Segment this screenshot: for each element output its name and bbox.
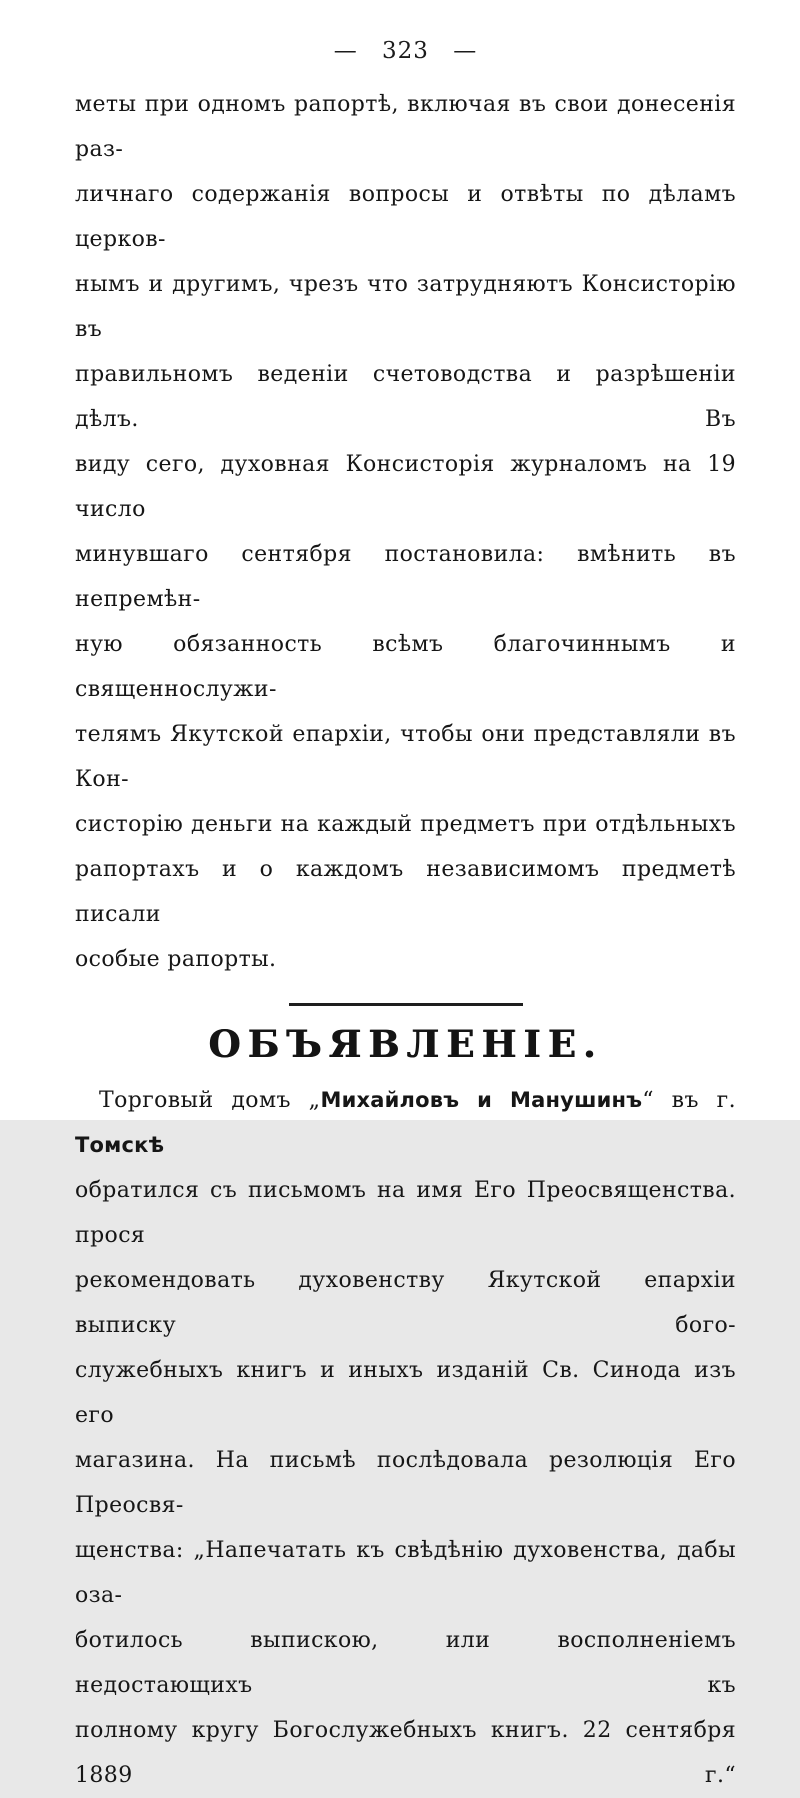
announcement-paragraph — [75, 1078, 736, 1798]
text-line: обратился съ письмомъ на имя Его Преосвященства. прося — [75, 1178, 736, 1248]
text-line: нымъ и другимъ, чрезъ что затрудняютъ Консисторію въ — [75, 272, 736, 342]
text-line: меты при одномъ рапортѣ, включая въ свои донесенія раз- — [75, 92, 736, 162]
text-line: личнаго содержанія вопросы и отвѣты по дѣламъ церков- — [75, 182, 736, 252]
text-line: минувшаго сентября постановила: вмѣнить въ непремѣн- — [75, 542, 736, 612]
text-segment: “ въ г. — [642, 1088, 736, 1113]
text-line: служебныхъ книгъ и иныхъ изданій Св. Синода изъ его — [75, 1358, 736, 1428]
text-line: телямъ Якутской епархіи, чтобы они представляли въ Кон- — [75, 722, 736, 792]
text-line: ную обязанность всѣмъ благочиннымъ и священнослужи- — [75, 632, 736, 702]
text-line: правильномъ веденіи счетоводства и разрѣшеніи дѣлъ. Въ — [75, 362, 736, 432]
text-line: ботилось выпискою, или восполненіемъ недостающихъ къ — [75, 1628, 736, 1698]
emphasis-text: Михайловъ и Манушинъ — [320, 1088, 643, 1112]
section-divider — [289, 1003, 523, 1006]
text-line: полному кругу Богослужебныхъ книгъ. 22 сентября 1889 г.“ — [75, 1718, 736, 1788]
text-line: виду сего, духовная Консисторія журналомъ на 19 число — [75, 452, 736, 522]
text-line — [75, 1078, 736, 1168]
page-number: — 323 — — [333, 38, 478, 64]
text-segment: Торговый домъ „ — [99, 1088, 321, 1113]
text-line: рекомендовать духовенству Якутской епархіи выписку бого- — [75, 1268, 736, 1338]
text-line: систорію деньги на каждый предметъ при отдѣльныхъ — [75, 812, 736, 837]
text-line: особые рапорты. — [75, 947, 277, 972]
announcement-heading: ОБЪЯВЛЕНІЕ. — [208, 1022, 603, 1066]
text-line: рапортахъ и о каждомъ независимомъ предметѣ писали — [75, 857, 736, 927]
consistory-paragraph — [75, 82, 736, 982]
text-line: магазина. На письмѣ послѣдовала резолюція Его Преосвя- — [75, 1448, 736, 1518]
emphasis-text: Томскѣ — [75, 1133, 165, 1157]
text-line: щенства: „Напечатать къ свѣдѣнію духовенства, дабы оза- — [75, 1538, 736, 1608]
